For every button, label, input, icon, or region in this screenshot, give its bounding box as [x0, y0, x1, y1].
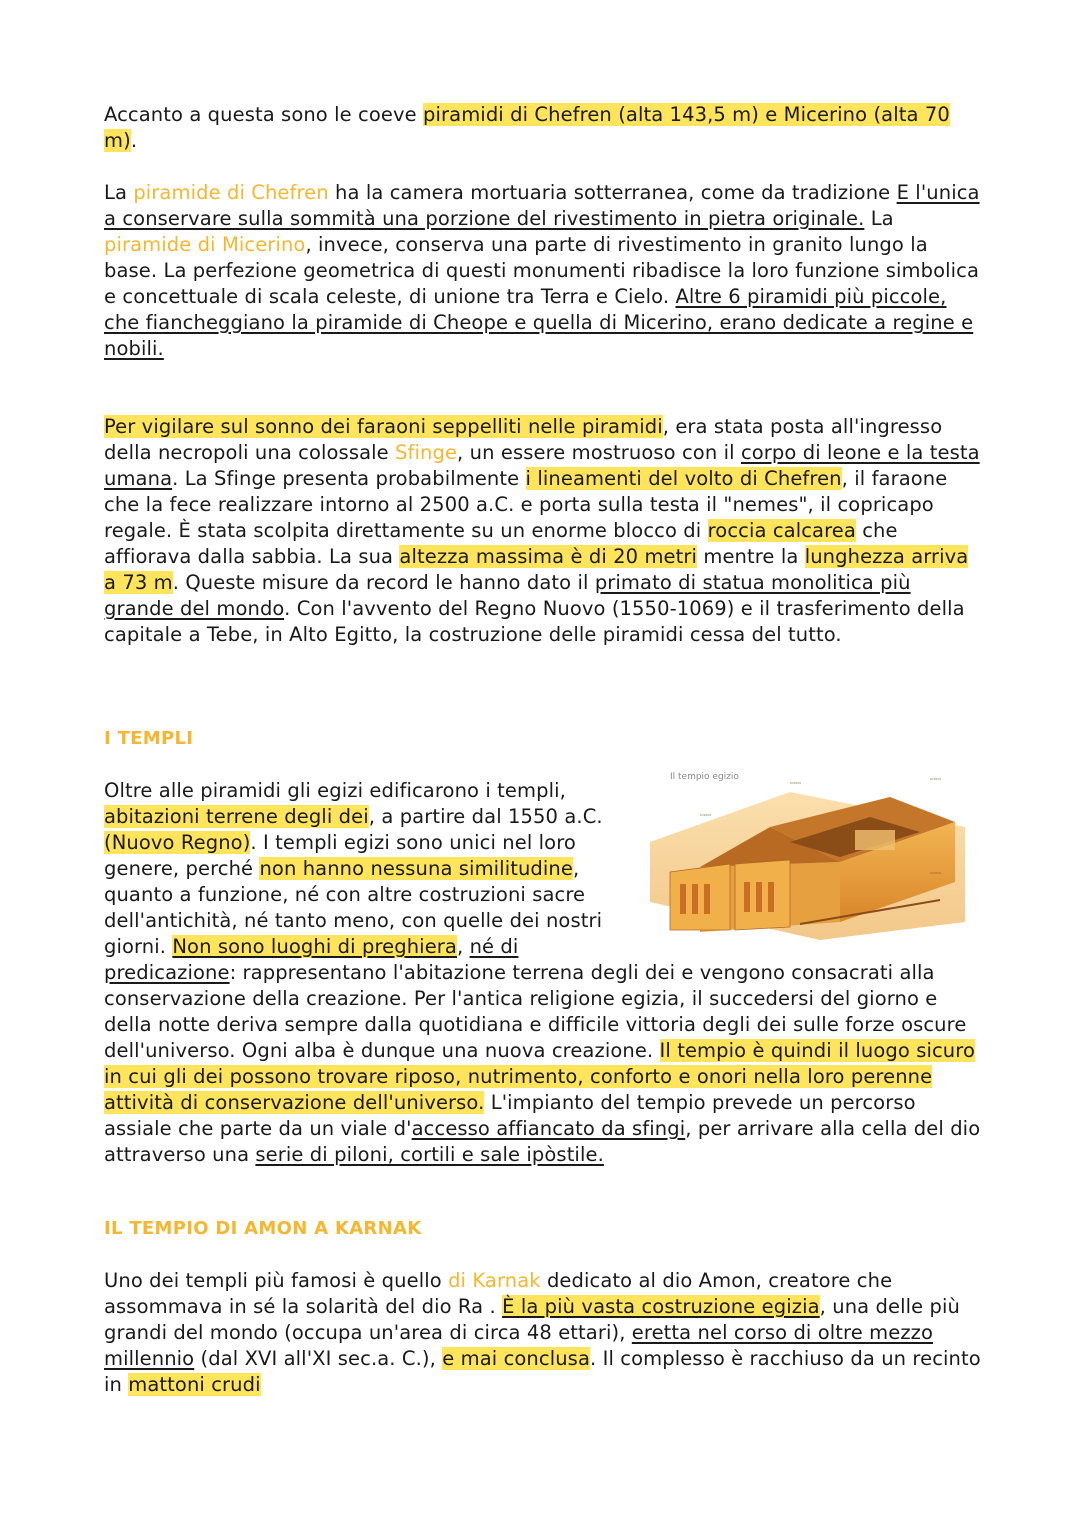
p3-segment: corpo di leone e la testa umana — [104, 441, 980, 490]
p2-segment: E l'unica a conservare sulla sommità una porzione del rivestimento in pietra originale. — [104, 181, 980, 230]
p4a-segment: non hanno nessuna similitudine — [259, 857, 573, 880]
p3-segment: Per vigilare sul sonno dei faraoni seppelliti nelle piramidi — [104, 415, 663, 438]
paragraph-templi — [104, 778, 984, 1168]
p3-segment: , il faraone che la fece realizzare intorno al 2500 a.C. e porta sulla testa il "nemes", il copricapo regale. È stata scolpita direttamente su un enorme blocco di — [104, 467, 948, 542]
p1-segment: piramidi di Chefren (alta 143,5 m) e Micerino (alta 70 m) — [104, 103, 950, 152]
p3-segment: roccia calcarea — [707, 519, 856, 542]
p5-segment: Uno dei templi più famosi è quello — [104, 1269, 449, 1292]
paragraph-karnak — [104, 1268, 984, 1398]
p4a-segment: , — [456, 935, 470, 958]
p5-segment: di Karnak — [448, 1269, 541, 1292]
p3-segment: primato di statua monolitica più grande del mondo — [104, 571, 911, 620]
p3-segment: , un essere mostruoso con il — [457, 441, 741, 464]
p4a-segment: serie di piloni, cortili e sale ipòstile. — [255, 1143, 604, 1166]
p5-segment: dedicato al dio Amon, creatore che assommava in sé la solarità del dio Ra . — [104, 1269, 893, 1318]
p5-segment: (dal XVI all'XI sec.a. C.), — [194, 1347, 443, 1370]
p4a-segment: . I templi egizi sono unici nel loro genere, perché — [104, 831, 576, 880]
p4a-segment: Non sono luoghi di preghiera — [172, 935, 457, 958]
svg-text:▭▭▭: ▭▭▭ — [930, 870, 942, 875]
p3-segment: mentre la — [697, 545, 805, 568]
p4a-segment: , a partire dal 1550 a.C. — [368, 805, 603, 828]
p5-segment: e mai conclusa — [442, 1347, 590, 1370]
p3-segment: . Con l'avvento del Regno Nuovo (1550-1069) e il trasferimento della capitale a Tebe, in Alto Egitto, la costruzione delle piramidi cessa del tutto. — [104, 597, 965, 646]
p5-segment: eretta nel corso di oltre mezzo millennio — [104, 1321, 934, 1370]
p2-segment: La — [864, 207, 894, 230]
p3-segment: . Queste misure da record le hanno dato il — [172, 571, 595, 594]
p2-segment: piramide di Micerino — [104, 233, 306, 256]
p4a-segment: abitazioni terrene degli dei — [104, 805, 369, 828]
heading-templi: I TEMPLI — [104, 728, 194, 749]
p5-segment: mattoni crudi — [128, 1373, 261, 1396]
heading-karnak: IL TEMPIO DI AMON A KARNAK — [104, 1218, 422, 1239]
p4a-segment: Il tempio è quindi il luogo sicuro in cui gli dei possono trovare riposo, nutrimento, conforto e onori nella loro perenne attività di conservazione dell'universo. — [104, 1039, 975, 1114]
p5-segment: , una delle più grandi del mondo (occupa un'area di circa 48 ettari), — [104, 1295, 960, 1344]
figure-spacer — [624, 778, 984, 956]
paragraph-pyramids-intro — [104, 102, 984, 154]
p2-segment: piramide di Chefren — [133, 181, 329, 204]
p2-segment: ha la camera mortuaria sotterranea, come da tradizione — [328, 181, 897, 204]
svg-text:▭▭▭: ▭▭▭ — [790, 780, 802, 785]
p3-segment: altezza massima è di 20 metri — [399, 545, 698, 568]
p4a-segment: L'impianto del tempio prevede un percorso assiale che parte da un viale d' — [104, 1091, 916, 1140]
paragraph-sphinx — [104, 414, 984, 648]
p3-segment: che affiorava dalla sabbia. La sua — [104, 519, 898, 568]
p4a-segment: Oltre alle piramidi gli egizi edificarono i templi, — [104, 779, 566, 802]
p2-segment: , invece, conserva una parte di rivestimento in granito lungo la base. La perfezione geometrica di questi monumenti ribadisce la loro funzione simbolica e concettuale di scala celeste, di unione tra Terra e Cielo. — [104, 233, 980, 308]
figure-title: Il tempio egizio — [670, 772, 739, 782]
p1-segment: Accanto a questa sono le coeve — [104, 103, 424, 126]
p5-segment: È la più vasta costruzione egizia — [502, 1295, 820, 1318]
p4a-segment: (Nuovo Regno) — [104, 831, 251, 854]
paragraph-chefren-micerino — [104, 180, 984, 362]
p4a-segment: : rappresentano l'abitazione terrena degli dei e vengono consacrati alla conservazione della creazione. Per l'antica religione egizia, il succedersi del giorno e della notte deriva sempre dalla quotidiana e difficile vittoria degli dei sulle forze oscure dell'universo. Ogni alba è dunque una nuova creazione. — [104, 961, 967, 1062]
p3-segment: . La Sfinge presenta probabilmente — [172, 467, 526, 490]
p1-segment: . — [130, 129, 138, 152]
p2-segment: Altre 6 piramidi più piccole, che fiancheggiano la piramide di Cheope e quella di Micerino, erano dedicate a regine e nobili. — [104, 285, 974, 360]
p3-segment: Sfinge — [395, 441, 458, 464]
p5-segment: . Il complesso è racchiuso da un recinto in — [104, 1347, 981, 1396]
p4a-segment: né di predicazione — [104, 935, 519, 984]
svg-text:▭▭▭: ▭▭▭ — [700, 812, 712, 817]
p4a-segment: , per arrivare alla cella del dio attraverso una — [104, 1117, 981, 1166]
svg-text:▭▭▭: ▭▭▭ — [930, 776, 942, 781]
p2-segment: La — [104, 181, 134, 204]
p3-segment: i lineamenti del volto di Chefren — [525, 467, 842, 490]
p3-segment: , era stata posta all'ingresso della necropoli una colossale — [104, 415, 943, 464]
p4a-segment: accesso affiancato da sfingi — [411, 1117, 686, 1140]
p3-segment: lunghezza arriva a 73 m — [104, 545, 969, 594]
p4a-segment: , quanto a funzione, né con altre costruzioni sacre dell'antichità, né tanto meno, con quelle dei nostri giorni. — [104, 857, 603, 958]
